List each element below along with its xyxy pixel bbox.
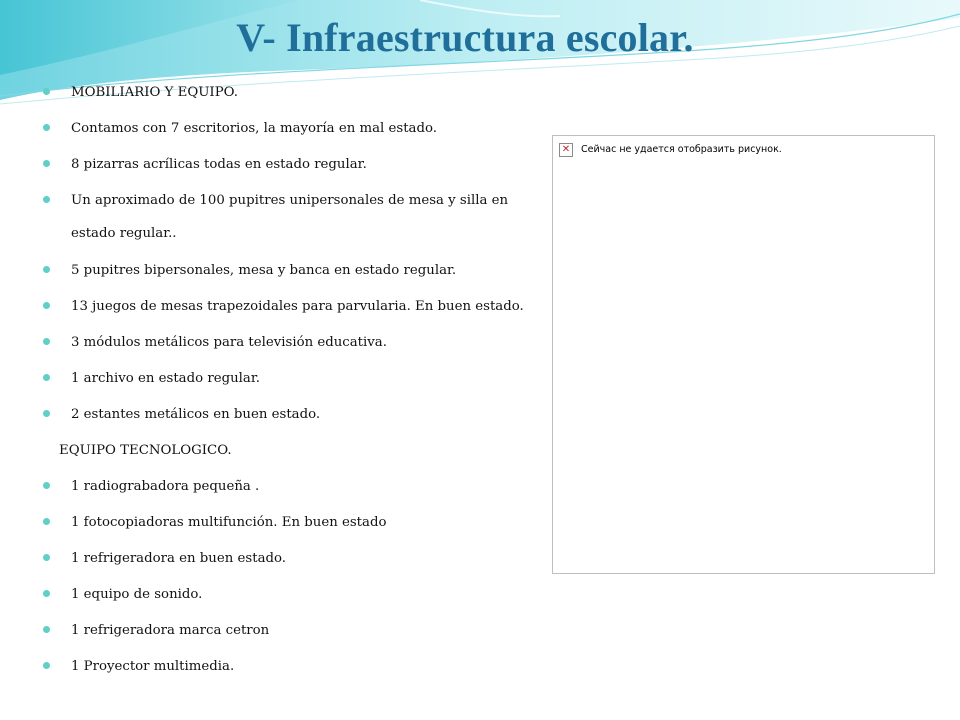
bullet-dot-icon bbox=[43, 590, 50, 597]
bullet-dot-icon bbox=[43, 160, 50, 167]
list-item bbox=[42, 326, 542, 362]
list-item-text: 1 archivo en estado regular. bbox=[71, 371, 260, 386]
list-item-text: 1 equipo de sonido. bbox=[71, 587, 203, 602]
list-item-text: 3 módulos metálicos para televisión educativa. bbox=[71, 335, 387, 350]
list-item bbox=[42, 398, 542, 434]
list-item-text: 1 Proyector multimedia. bbox=[71, 659, 235, 674]
list-item bbox=[42, 506, 542, 542]
list-item-text: 8 pizarras acrílicas todas en estado regular. bbox=[71, 157, 367, 172]
image-error-message: Сейчас не удается отобразить рисунок. bbox=[581, 144, 782, 155]
list-item bbox=[42, 148, 542, 184]
list-item-text: Contamos con 7 escritorios, la mayoría en mal estado. bbox=[71, 121, 437, 136]
list-item-text: MOBILIARIO Y EQUIPO. bbox=[71, 85, 238, 100]
bullet-dot-icon bbox=[43, 518, 50, 525]
list-item bbox=[42, 254, 542, 290]
slide-title: V- Infraestructura escolar. bbox=[236, 15, 694, 60]
bullet-dot-icon bbox=[43, 482, 50, 489]
bullet-dot-icon bbox=[43, 124, 50, 131]
list-item bbox=[42, 184, 542, 254]
list-item bbox=[42, 542, 542, 578]
list-item bbox=[42, 76, 542, 112]
image-placeholder bbox=[552, 135, 935, 574]
list-item bbox=[42, 362, 542, 398]
bullet-dot-icon bbox=[43, 88, 50, 95]
list-item-text: 1 refrigeradora marca cetron bbox=[71, 623, 270, 638]
bullet-dot-icon bbox=[43, 410, 50, 417]
list-item bbox=[42, 470, 542, 506]
list-item bbox=[42, 650, 542, 686]
section-heading bbox=[42, 434, 542, 470]
bullet-dot-icon bbox=[43, 266, 50, 273]
list-item bbox=[42, 112, 542, 148]
list-item-text: 5 pupitres bipersonales, mesa y banca en estado regular. bbox=[71, 263, 457, 278]
bullet-dot-icon bbox=[43, 196, 50, 203]
broken-image-icon: ✕ bbox=[559, 143, 573, 157]
bullet-dot-icon bbox=[43, 662, 50, 669]
list-item bbox=[42, 614, 542, 650]
bullet-dot-icon bbox=[43, 374, 50, 381]
list-item-text: EQUIPO TECNOLOGICO. bbox=[59, 443, 232, 458]
bullet-list bbox=[42, 76, 542, 686]
bullet-dot-icon bbox=[43, 338, 50, 345]
bullet-dot-icon bbox=[43, 626, 50, 633]
list-item bbox=[42, 290, 542, 326]
list-item-text: 1 radiograbadora pequeña . bbox=[71, 479, 260, 494]
list-item-text: 1 refrigeradora en buen estado. bbox=[71, 551, 287, 566]
list-item-text: 1 fotocopiadoras multifunción. En buen estado bbox=[71, 515, 387, 530]
bullet-dot-icon bbox=[43, 302, 50, 309]
list-item-text: 2 estantes metálicos en buen estado. bbox=[71, 407, 321, 422]
list-item bbox=[42, 578, 542, 614]
list-item-text: Un aproximado de 100 pupitres unipersonales de mesa y silla en estado regular.. bbox=[71, 193, 509, 241]
bullet-dot-icon bbox=[43, 554, 50, 561]
list-item-text: 13 juegos de mesas trapezoidales para parvularia. En buen estado. bbox=[71, 299, 524, 314]
